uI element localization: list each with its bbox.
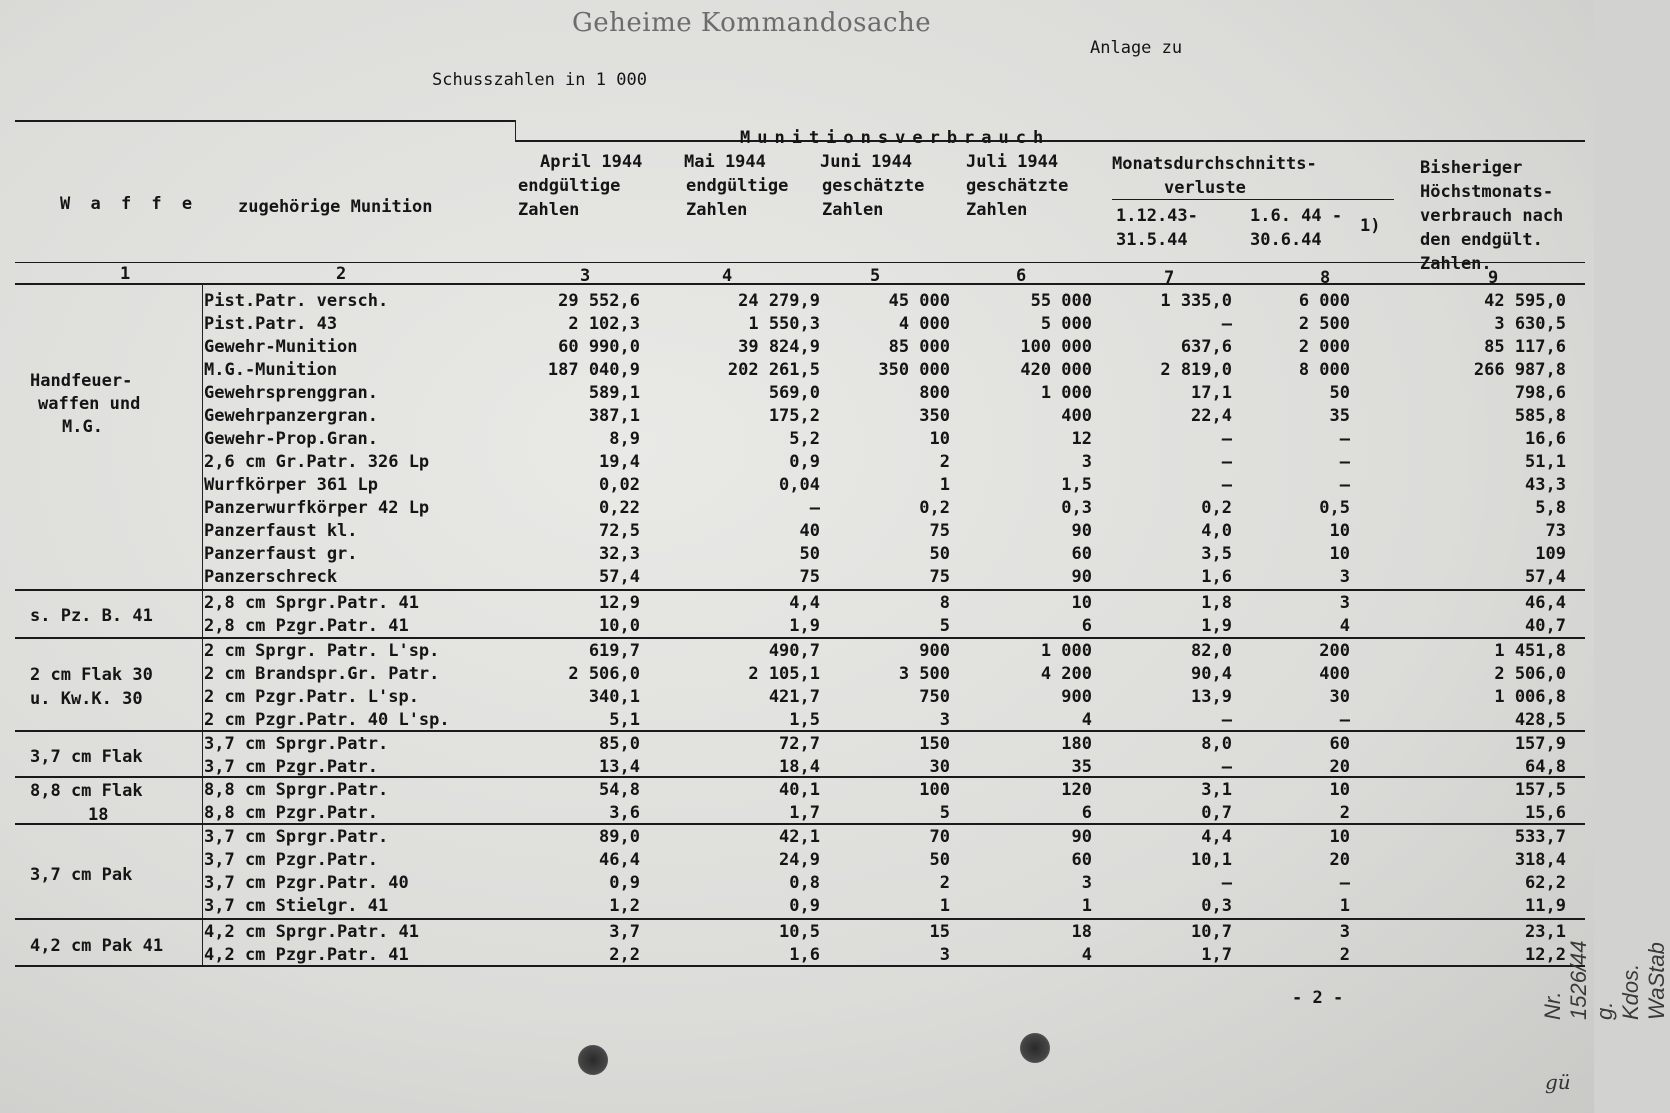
- row-24-juli: 90: [1071, 827, 1092, 847]
- colnum-2: 2: [336, 264, 347, 284]
- row-18-munition: 2 cm Pzgr.Patr. L'sp.: [204, 687, 419, 707]
- row-16-april: 619,7: [588, 641, 640, 661]
- rule-top-left: [15, 120, 515, 122]
- row-13-munition: Panzerschreck: [204, 567, 338, 587]
- row-12-mai: 50: [799, 544, 820, 564]
- colnum-7: 7: [1164, 268, 1175, 288]
- row-23-avg: 0,7: [1201, 803, 1232, 823]
- row-6-max: 585,8: [1514, 406, 1566, 426]
- row-20-juni: 150: [919, 734, 950, 754]
- row-20-avg: 8,0: [1201, 734, 1232, 754]
- row-24-avg: 4,4: [1201, 827, 1232, 847]
- header-col9-3: verbrauch nach: [1420, 206, 1564, 226]
- row-21-loss: 20: [1329, 757, 1350, 777]
- row-8-juni: 2: [939, 452, 950, 472]
- colnum-6: 6: [1016, 266, 1027, 286]
- row-20-april: 85,0: [599, 734, 640, 754]
- row-12-juli: 60: [1071, 544, 1092, 564]
- header-col9-4: den endgült.: [1420, 230, 1543, 250]
- row-11-juli: 90: [1071, 521, 1092, 541]
- row-10-mai: –: [809, 498, 820, 518]
- row-26-loss: –: [1339, 873, 1350, 893]
- row-28-loss: 3: [1339, 922, 1350, 942]
- row-17-juli: 4 200: [1040, 664, 1092, 684]
- row-18-mai: 421,7: [768, 687, 820, 707]
- margin-mark: gü: [1545, 1070, 1571, 1094]
- row-27-max: 11,9: [1525, 896, 1566, 916]
- row-13-max: 57,4: [1525, 567, 1566, 587]
- row-11-juni: 75: [929, 521, 950, 541]
- row-11-max: 73: [1545, 521, 1566, 541]
- row-20-juli: 180: [1061, 734, 1092, 754]
- header-verluste-2: verluste: [1164, 178, 1246, 198]
- row-21-max: 64,8: [1525, 757, 1566, 777]
- row-8-munition: 2,6 cm Gr.Patr. 326 Lp: [204, 452, 430, 472]
- row-9-max: 43,3: [1525, 475, 1566, 495]
- row-27-juni: 1: [939, 896, 950, 916]
- row-26-munition: 3,7 cm Pzgr.Patr. 40: [204, 873, 409, 893]
- row-15-loss: 4: [1339, 616, 1350, 636]
- header-juli-1: Juli 1944: [966, 152, 1059, 172]
- row-11-munition: Panzerfaust kl.: [204, 521, 358, 541]
- row-25-munition: 3,7 cm Pzgr.Patr.: [204, 850, 378, 870]
- colnum-9: 9: [1488, 268, 1499, 288]
- row-6-juni: 350: [919, 406, 950, 426]
- row-29-mai: 1,6: [789, 945, 820, 965]
- row-17-juni: 3 500: [898, 664, 950, 684]
- row-3-april: 60 990,0: [558, 337, 640, 357]
- weapon-label-2: s. Pz. B. 41: [30, 606, 153, 626]
- row-22-juni: 100: [919, 780, 950, 800]
- row-13-mai: 75: [799, 567, 820, 587]
- row-26-avg: –: [1221, 873, 1232, 893]
- header-juli-2: geschätzte: [966, 176, 1069, 196]
- header-col7-1: 1.12.43-: [1116, 206, 1198, 226]
- row-22-max: 157,5: [1514, 780, 1566, 800]
- row-24-munition: 3,7 cm Sprgr.Patr.: [204, 827, 389, 847]
- row-7-juli: 12: [1071, 429, 1092, 449]
- unit-note: Schusszahlen in 1 000: [432, 70, 647, 90]
- row-16-juni: 900: [919, 641, 950, 661]
- row-29-juli: 4: [1081, 945, 1092, 965]
- row-4-juni: 350 000: [878, 360, 950, 380]
- row-13-april: 57,4: [599, 567, 640, 587]
- row-20-loss: 60: [1329, 734, 1350, 754]
- row-10-loss: 0,5: [1319, 498, 1350, 518]
- row-24-loss: 10: [1329, 827, 1350, 847]
- row-29-max: 12,2: [1525, 945, 1566, 965]
- row-6-avg: 22,4: [1191, 406, 1232, 426]
- header-juni-3: Zahlen: [822, 200, 884, 220]
- rule-group-6: [15, 918, 1585, 920]
- row-2-munition: Pist.Patr. 43: [204, 314, 338, 334]
- row-6-juli: 400: [1061, 406, 1092, 426]
- row-21-juni: 30: [929, 757, 950, 777]
- row-24-max: 533,7: [1514, 827, 1566, 847]
- row-14-juli: 10: [1071, 593, 1092, 613]
- row-20-munition: 3,7 cm Sprgr.Patr.: [204, 734, 389, 754]
- rule-header-2: [15, 283, 1585, 285]
- row-18-avg: 13,9: [1191, 687, 1232, 707]
- row-25-avg: 10,1: [1191, 850, 1232, 870]
- row-14-munition: 2,8 cm Sprgr.Patr. 41: [204, 593, 419, 613]
- weapon-label-1a: Handfeuer-: [30, 371, 133, 391]
- row-26-juni: 2: [939, 873, 950, 893]
- row-15-juni: 5: [939, 616, 950, 636]
- row-12-munition: Panzerfaust gr.: [204, 544, 358, 564]
- row-3-avg: 637,6: [1180, 337, 1232, 357]
- row-7-april: 8,9: [609, 429, 640, 449]
- annex-note: Anlage zu: [1090, 38, 1183, 58]
- rule-top-step: [515, 120, 516, 142]
- row-6-mai: 175,2: [768, 406, 820, 426]
- header-col9-1: Bisheriger: [1420, 158, 1523, 178]
- row-27-loss: 1: [1339, 896, 1350, 916]
- row-17-mai: 2 105,1: [748, 664, 820, 684]
- header-col8-note: 1): [1360, 216, 1381, 236]
- row-15-juli: 6: [1081, 616, 1092, 636]
- row-9-juni: 1: [939, 475, 950, 495]
- row-25-mai: 24,9: [779, 850, 820, 870]
- row-5-avg: 17,1: [1191, 383, 1232, 403]
- colnum-8: 8: [1320, 268, 1331, 288]
- row-12-juni: 50: [929, 544, 950, 564]
- row-4-avg: 2 819,0: [1160, 360, 1232, 380]
- header-april-2: endgültige: [518, 176, 621, 196]
- row-10-munition: Panzerwurfkörper 42 Lp: [204, 498, 430, 518]
- row-5-mai: 569,0: [768, 383, 820, 403]
- header-juli-3: Zahlen: [966, 200, 1028, 220]
- header-april-1: April 1944: [540, 152, 643, 172]
- header-waffe: W a f f e: [60, 194, 198, 214]
- row-8-mai: 0,9: [789, 452, 820, 472]
- row-15-mai: 1,9: [789, 616, 820, 636]
- row-17-max: 2 506,0: [1494, 664, 1566, 684]
- row-3-munition: Gewehr-Munition: [204, 337, 358, 357]
- row-2-mai: 1 550,3: [748, 314, 820, 334]
- row-11-loss: 10: [1329, 521, 1350, 541]
- row-29-munition: 4,2 cm Pzgr.Patr. 41: [204, 945, 409, 965]
- row-24-april: 89,0: [599, 827, 640, 847]
- row-26-juli: 3: [1081, 873, 1092, 893]
- row-8-max: 51,1: [1525, 452, 1566, 472]
- row-1-max: 42 595,0: [1484, 291, 1566, 311]
- row-19-loss: –: [1339, 710, 1350, 730]
- row-24-mai: 42,1: [779, 827, 820, 847]
- row-11-april: 72,5: [599, 521, 640, 541]
- classification-title: Geheime Kommandosache: [572, 8, 932, 38]
- row-27-april: 1,2: [609, 896, 640, 916]
- row-23-munition: 8,8 cm Pzgr.Patr.: [204, 803, 378, 823]
- row-28-mai: 10,5: [779, 922, 820, 942]
- row-5-juni: 800: [919, 383, 950, 403]
- row-11-avg: 4,0: [1201, 521, 1232, 541]
- row-1-juni: 45 000: [888, 291, 950, 311]
- row-15-max: 40,7: [1525, 616, 1566, 636]
- row-6-loss: 35: [1329, 406, 1350, 426]
- row-1-juli: 55 000: [1030, 291, 1092, 311]
- row-28-juli: 18: [1071, 922, 1092, 942]
- row-2-juni: 4 000: [898, 314, 950, 334]
- row-21-juli: 35: [1071, 757, 1092, 777]
- row-1-loss: 6 000: [1298, 291, 1350, 311]
- colnum-4: 4: [722, 266, 733, 286]
- row-23-april: 3,6: [609, 803, 640, 823]
- row-3-mai: 39 824,9: [738, 337, 820, 357]
- row-4-april: 187 040,9: [547, 360, 640, 380]
- row-27-juli: 1: [1081, 896, 1092, 916]
- row-22-munition: 8,8 cm Sprgr.Patr.: [204, 780, 389, 800]
- row-22-loss: 10: [1329, 780, 1350, 800]
- row-25-juni: 50: [929, 850, 950, 870]
- row-12-avg: 3,5: [1201, 544, 1232, 564]
- header-col7-2: 31.5.44: [1116, 230, 1188, 250]
- row-1-april: 29 552,6: [558, 291, 640, 311]
- row-14-mai: 4,4: [789, 593, 820, 613]
- row-15-avg: 1,9: [1201, 616, 1232, 636]
- row-11-mai: 40: [799, 521, 820, 541]
- row-16-loss: 200: [1319, 641, 1350, 661]
- page-number: - 2 -: [1292, 988, 1344, 1008]
- row-17-avg: 90,4: [1191, 664, 1232, 684]
- rule-header-1: [15, 262, 1585, 263]
- row-5-max: 798,6: [1514, 383, 1566, 403]
- row-27-avg: 0,3: [1201, 896, 1232, 916]
- row-5-loss: 50: [1329, 383, 1350, 403]
- row-28-max: 23,1: [1525, 922, 1566, 942]
- row-4-munition: M.G.-Munition: [204, 360, 338, 380]
- header-juni-2: geschätzte: [822, 176, 925, 196]
- row-25-juli: 60: [1071, 850, 1092, 870]
- header-col8-1: 1.6. 44 -: [1250, 206, 1343, 226]
- row-1-avg: 1 335,0: [1160, 291, 1232, 311]
- row-3-loss: 2 000: [1298, 337, 1350, 357]
- header-mai-1: Mai 1944: [684, 152, 766, 172]
- row-7-mai: 5,2: [789, 429, 820, 449]
- row-4-mai: 202 261,5: [727, 360, 820, 380]
- row-13-juni: 75: [929, 567, 950, 587]
- rule-col-separator: [202, 284, 203, 966]
- row-2-avg: –: [1221, 314, 1232, 334]
- rule-group-1: [15, 589, 1585, 591]
- row-8-april: 19,4: [599, 452, 640, 472]
- colnum-3: 3: [580, 266, 591, 286]
- row-8-avg: –: [1221, 452, 1232, 472]
- group-header: Munitionsverbrauch: [740, 128, 1051, 148]
- row-8-juli: 3: [1081, 452, 1092, 472]
- row-23-max: 15,6: [1525, 803, 1566, 823]
- row-28-juni: 15: [929, 922, 950, 942]
- header-munition: zugehörige Munition: [238, 197, 433, 217]
- header-verluste-1: Monatsdurchschnitts-: [1112, 154, 1317, 174]
- colnum-1: 1: [120, 264, 131, 284]
- row-18-max: 1 006,8: [1494, 687, 1566, 707]
- row-26-april: 0,9: [609, 873, 640, 893]
- row-21-munition: 3,7 cm Pzgr.Patr.: [204, 757, 378, 777]
- row-19-juli: 4: [1081, 710, 1092, 730]
- row-4-max: 266 987,8: [1473, 360, 1566, 380]
- rule-verluste: [1112, 199, 1394, 200]
- row-16-juli: 1 000: [1040, 641, 1092, 661]
- row-23-mai: 1,7: [789, 803, 820, 823]
- row-29-juni: 3: [939, 945, 950, 965]
- row-13-juli: 90: [1071, 567, 1092, 587]
- row-7-loss: –: [1339, 429, 1350, 449]
- row-21-avg: –: [1221, 757, 1232, 777]
- row-13-loss: 3: [1339, 567, 1350, 587]
- row-2-juli: 5 000: [1040, 314, 1092, 334]
- row-5-april: 589,1: [588, 383, 640, 403]
- row-25-april: 46,4: [599, 850, 640, 870]
- row-8-loss: –: [1339, 452, 1350, 472]
- row-9-juli: 1,5: [1061, 475, 1092, 495]
- punch-hole-right: [1020, 1033, 1050, 1063]
- row-26-max: 62,2: [1525, 873, 1566, 893]
- weapon-label-3b: u. Kw.K. 30: [30, 689, 143, 709]
- row-16-munition: 2 cm Sprgr. Patr. L'sp.: [204, 641, 440, 661]
- weapon-label-5b: 18: [88, 805, 109, 825]
- row-9-avg: –: [1221, 475, 1232, 495]
- weapon-label-6: 3,7 cm Pak: [30, 865, 133, 885]
- row-9-april: 0,02: [599, 475, 640, 495]
- weapon-label-1b: waffen und: [38, 394, 141, 414]
- header-mai-3: Zahlen: [686, 200, 748, 220]
- row-16-avg: 82,0: [1191, 641, 1232, 661]
- row-7-max: 16,6: [1525, 429, 1566, 449]
- header-juni-1: Juni 1944: [820, 152, 913, 172]
- row-6-april: 387,1: [588, 406, 640, 426]
- row-28-munition: 4,2 cm Sprgr.Patr. 41: [204, 922, 419, 942]
- row-25-max: 318,4: [1514, 850, 1566, 870]
- row-2-april: 2 102,3: [568, 314, 640, 334]
- row-19-juni: 3: [939, 710, 950, 730]
- weapon-label-5a: 8,8 cm Flak: [30, 781, 143, 801]
- row-19-april: 5,1: [609, 710, 640, 730]
- header-col9-5: Zahlen.: [1420, 254, 1492, 274]
- header-col8-2: 30.6.44: [1250, 230, 1322, 250]
- row-29-april: 2,2: [609, 945, 640, 965]
- row-2-max: 3 630,5: [1494, 314, 1566, 334]
- row-25-loss: 20: [1329, 850, 1350, 870]
- row-22-avg: 3,1: [1201, 780, 1232, 800]
- colnum-5: 5: [870, 266, 881, 286]
- punch-hole-left: [578, 1045, 608, 1075]
- row-10-juli: 0,3: [1061, 498, 1092, 518]
- row-23-juni: 5: [939, 803, 950, 823]
- row-10-april: 0,22: [599, 498, 640, 518]
- row-9-munition: Wurfkörper 361 Lp: [204, 475, 378, 495]
- row-4-juli: 420 000: [1020, 360, 1092, 380]
- row-19-mai: 1,5: [789, 710, 820, 730]
- row-10-juni: 0,2: [919, 498, 950, 518]
- row-23-juli: 6: [1081, 803, 1092, 823]
- row-5-juli: 1 000: [1040, 383, 1092, 403]
- row-10-max: 5,8: [1535, 498, 1566, 518]
- row-18-april: 340,1: [588, 687, 640, 707]
- row-14-avg: 1,8: [1201, 593, 1232, 613]
- row-18-loss: 30: [1329, 687, 1350, 707]
- row-23-loss: 2: [1339, 803, 1350, 823]
- weapon-label-7: 4,2 cm Pak 41: [30, 936, 164, 956]
- weapon-label-3a: 2 cm Flak 30: [30, 665, 153, 685]
- row-10-avg: 0,2: [1201, 498, 1232, 518]
- row-12-loss: 10: [1329, 544, 1350, 564]
- weapon-label-1c: M.G.: [62, 417, 103, 437]
- row-15-munition: 2,8 cm Pzgr.Patr. 41: [204, 616, 409, 636]
- row-17-loss: 400: [1319, 664, 1350, 684]
- row-14-april: 12,9: [599, 593, 640, 613]
- row-22-mai: 40,1: [779, 780, 820, 800]
- row-29-avg: 1,7: [1201, 945, 1232, 965]
- row-1-munition: Pist.Patr. versch.: [204, 291, 389, 311]
- row-6-munition: Gewehrpanzergran.: [204, 406, 378, 426]
- row-21-mai: 18,4: [779, 757, 820, 777]
- row-18-juli: 900: [1061, 687, 1092, 707]
- row-29-loss: 2: [1339, 945, 1350, 965]
- row-19-max: 428,5: [1514, 710, 1566, 730]
- row-12-april: 32,3: [599, 544, 640, 564]
- row-22-juli: 120: [1061, 780, 1092, 800]
- row-27-mai: 0,9: [789, 896, 820, 916]
- row-3-max: 85 117,6: [1484, 337, 1566, 357]
- row-17-munition: 2 cm Brandspr.Gr. Patr.: [204, 664, 440, 684]
- row-5-munition: Gewehrsprenggran.: [204, 383, 378, 403]
- row-27-munition: 3,7 cm Stielgr. 41: [204, 896, 389, 916]
- archive-stamp: Nr. 1526/44 g. Kdos. WaStab: [1540, 940, 1669, 1020]
- row-20-mai: 72,7: [779, 734, 820, 754]
- row-24-juni: 70: [929, 827, 950, 847]
- row-19-munition: 2 cm Pzgr.Patr. 40 L'sp.: [204, 710, 450, 730]
- row-7-juni: 10: [929, 429, 950, 449]
- row-26-mai: 0,8: [789, 873, 820, 893]
- row-2-loss: 2 500: [1298, 314, 1350, 334]
- row-3-juli: 100 000: [1020, 337, 1092, 357]
- row-17-april: 2 506,0: [568, 664, 640, 684]
- row-13-avg: 1,6: [1201, 567, 1232, 587]
- row-14-max: 46,4: [1525, 593, 1566, 613]
- row-14-loss: 3: [1339, 593, 1350, 613]
- header-april-3: Zahlen: [518, 200, 580, 220]
- row-9-loss: –: [1339, 475, 1350, 495]
- row-12-max: 109: [1535, 544, 1566, 564]
- header-col9-2: Höchstmonats-: [1420, 182, 1554, 202]
- row-7-munition: Gewehr-Prop.Gran.: [204, 429, 378, 449]
- row-14-juni: 8: [939, 593, 950, 613]
- row-21-april: 13,4: [599, 757, 640, 777]
- row-16-mai: 490,7: [768, 641, 820, 661]
- row-16-max: 1 451,8: [1494, 641, 1566, 661]
- row-9-mai: 0,04: [779, 475, 820, 495]
- weapon-label-4: 3,7 cm Flak: [30, 747, 143, 767]
- row-19-avg: –: [1221, 710, 1232, 730]
- row-3-juni: 85 000: [888, 337, 950, 357]
- header-mai-2: endgültige: [686, 176, 789, 196]
- row-4-loss: 8 000: [1298, 360, 1350, 380]
- row-20-max: 157,9: [1514, 734, 1566, 754]
- row-15-april: 10,0: [599, 616, 640, 636]
- row-18-juni: 750: [919, 687, 950, 707]
- row-7-avg: –: [1221, 429, 1232, 449]
- row-28-avg: 10,7: [1191, 922, 1232, 942]
- row-28-april: 3,7: [609, 922, 640, 942]
- row-22-april: 54,8: [599, 780, 640, 800]
- row-1-mai: 24 279,9: [738, 291, 820, 311]
